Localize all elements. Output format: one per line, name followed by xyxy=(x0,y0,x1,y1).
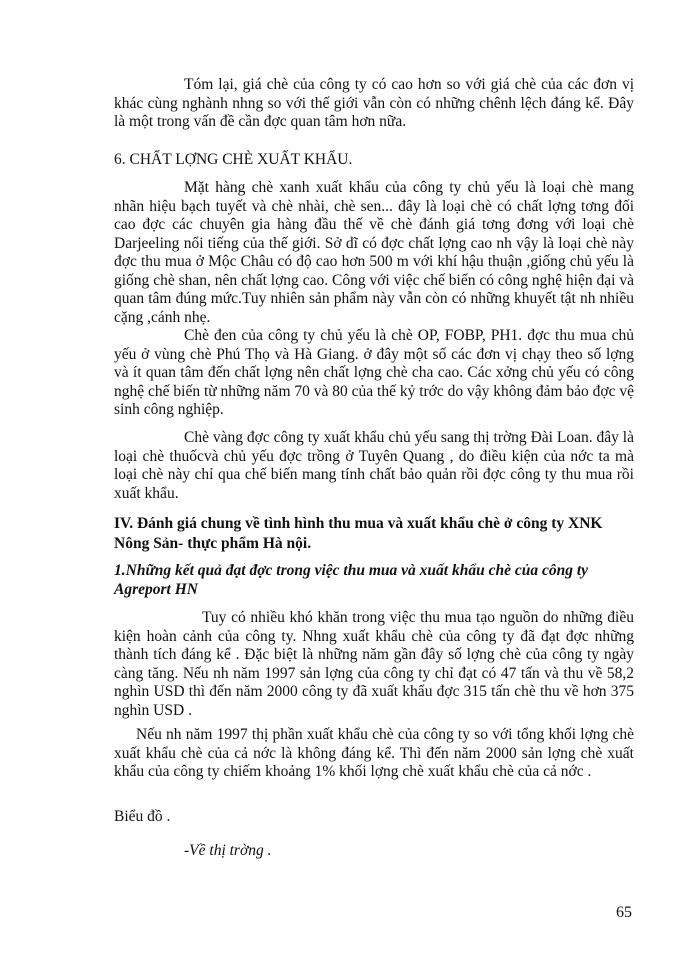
subheading-results: 1.Những kết quả đạt đợc trong việc thu mua và xuất khẩu chè của công ty Agreport HN xyxy=(114,562,589,598)
paragraph-yellow-tea: Chè vàng đợc công ty xuất khẩu chủ yếu sang thị trờng Đài Loan. đây là loại chè thuốcvà chủ yếu đợc trồng ở Tuyên Quang , do điều kiện của nớc ta mà loại chè này chỉ qua chế biến mang tính chất bảo quản rồi đợc công ty thu mua rồi xuất khẩu. xyxy=(114,429,634,502)
paragraph-green-tea: Mặt hàng chè xanh xuất khẩu của công ty chủ yếu là loại chè mang nhãn hiệu bạch tuyết và chè nhài, chè sen... đây là loại chè có chất lợng tơng đối cao đợc các chuyên gia hàng đầu thế về chè đánh giá tơng đơng với loại chè Darjeeling nổi tiếng của thế giới. Sở dĩ có đợc chất lợng cao nh vậy là loại chè này đợc thu mua ở Mộc Châu có độ cao hơn 500 m với khí hậu thuận ,giống chủ yếu là giống chè shan, nên chất lợng cao. Công với việc chế biến có công nghệ hiện đại và quan tâm đúng mức.Tuy nhiên sản phẩm này vẫn còn có những khuyết tật nh nhiều cặng ,cánh nhẹ. xyxy=(114,179,634,326)
market-subheading: -Về thị trờng . xyxy=(184,842,272,859)
section-heading-quality: 6. CHẤT LỢNG CHÈ XUẤT KHẨU. xyxy=(114,151,353,168)
paragraph-achievements: Tuy có nhiều khó khăn trong việc thu mua tạo nguồn do những điều kiện hoàn cảnh của công ty. Nhng xuất khẩu chè của công ty đã đạt đợc những thành tích đáng kể . Đặc biệt là những năm gần đây số lợng chè của công ty ngày càng tăng. Nếu nh năm 1997 sản lợng của công ty chỉ đạt có 47 tấn và thu về 58,2 nghìn USD thì đến năm 2000 công ty đã xuất khẩu đợc 315 tấn chè thu về hơn 375 nghìn USD . xyxy=(114,609,634,719)
paragraph-black-tea: Chè đen của công ty chủ yếu là chè OP, FOBP, PH1. đợc thu mua chủ yếu ở vùng chè Phú Thọ và Hà Giang. ở đây một số các đơn vị chạy theo số lợng và ít quan tâm đến chất lợng nên chất lợng chè cha cao. Các xởng chủ yếu có công nghệ chế biến từ những năm 70 và 80 của thế kỷ trớc do vậy không đảm bảo đợc vệ sinh công nghiệp. xyxy=(114,327,635,418)
paragraph-market-share: Nếu nh năm 1997 thị phần xuất khẩu chè của công ty so với tổng khối lợng chè xuất khẩu chè của cả nớc là không đáng kể. Thì đến năm 2000 sản lợng chè xuất khẩu của công ty chiếm khoảng 1% khối lợng chè xuất khẩu chè của cả nớc . xyxy=(114,726,634,780)
section-heading-evaluation: IV. Đánh giá chung về tình hình thu mua và xuất khẩu chè ở công ty XNK Nông Sản- thực phẩm Hà nội. xyxy=(114,515,603,552)
paragraph-price-summary: Tóm lại, giá chè của công ty có cao hơn so với giá chè của các đơn vị khác cùng nghành nhng so với thế giới vẫn còn có những chênh lệch đáng kể. Đây là một trong vấn đề cần đợc quan tâm hơn nữa. xyxy=(114,76,634,130)
page-number: 65 xyxy=(616,904,632,921)
chart-label: Biểu đồ . xyxy=(114,808,171,825)
